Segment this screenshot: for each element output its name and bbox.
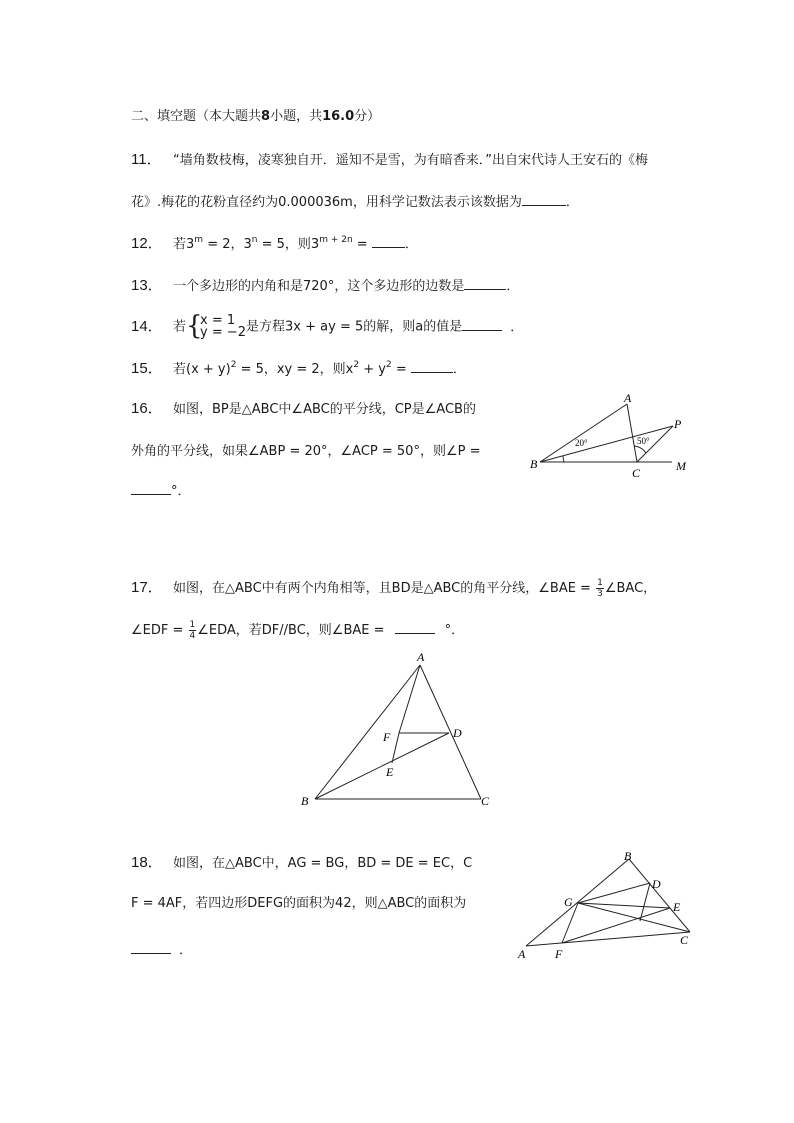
q17-text-c: ∠EDF = xyxy=(131,623,188,638)
question-text: F = 4AF，若四边形DEFG的面积为42，则△ABC的面积为 xyxy=(131,896,467,911)
question-18-line1 xyxy=(131,854,472,873)
question-18-line2 xyxy=(131,895,466,913)
brace-icon: { xyxy=(186,311,203,341)
question-15 xyxy=(131,359,466,379)
question-number: 12． xyxy=(131,235,163,252)
question-number: 17． xyxy=(131,579,163,596)
q15-text-c: + y xyxy=(359,362,386,377)
figure-17-triangle xyxy=(295,645,505,810)
label-A: A xyxy=(624,391,632,405)
equation-system xyxy=(186,311,247,341)
q17-text-d: ∠EDA，若DF//BC，则∠BAE = xyxy=(197,623,389,638)
q14-text-a: 若 xyxy=(173,319,187,335)
punctuation: °． xyxy=(171,484,191,499)
q17-text-b: ∠BAC， xyxy=(604,581,657,596)
punctuation: ． xyxy=(452,362,466,377)
total-points: 16.0 xyxy=(322,109,355,124)
punctuation: °． xyxy=(444,623,465,638)
question-text: “墙角数枝梅，凌寒独自开．遥知不是雪，为有暗香来．”出自宋代诗人王安石的《梅 xyxy=(173,153,648,168)
question-number: 13． xyxy=(131,277,163,294)
answer-blank[interactable] xyxy=(462,317,502,331)
label-D: D xyxy=(652,877,661,891)
label-B: B xyxy=(301,794,309,808)
question-text: 花》.梅花的花粉直径约为0.000036m，用科学记数法表示该数据为 xyxy=(131,195,522,210)
question-16-line2 xyxy=(131,443,480,461)
question-text: 如图，在△ABC中，AG = BG，BD = DE = EC，C xyxy=(173,856,473,871)
label-F: F xyxy=(555,947,563,961)
fraction-one-third: $\frac{1}{3}$ xyxy=(597,578,603,599)
q12-text-b: = 2，3 xyxy=(203,237,252,252)
punctuation: ． xyxy=(506,279,520,294)
q15-text-a: 若(x + y) xyxy=(173,362,231,377)
q12-text-d: = xyxy=(352,237,372,252)
label-M: M xyxy=(676,459,686,473)
question-number: 11． xyxy=(131,151,162,168)
label-C: C xyxy=(632,466,641,480)
question-number: 15． xyxy=(131,360,163,377)
answer-blank[interactable] xyxy=(411,359,453,373)
question-11-line1 xyxy=(131,151,648,170)
section-header xyxy=(131,108,380,126)
label-C: C xyxy=(481,794,490,808)
answer-blank[interactable] xyxy=(522,192,566,206)
punctuation: ． xyxy=(565,195,579,210)
label-B: B xyxy=(624,849,632,863)
section-title-c: 分） xyxy=(354,109,381,124)
label-D: D xyxy=(453,726,462,740)
label-B: B xyxy=(530,457,538,471)
question-text: 如图，BP是△ABC中∠ABC的平分线，CP是∠ACB的 xyxy=(173,402,476,417)
question-number: 18． xyxy=(131,854,163,871)
q15-exp-2: 2 xyxy=(353,360,360,370)
answer-blank[interactable] xyxy=(372,234,405,248)
q15-exp-1: 2 xyxy=(230,360,237,370)
q12-exp-m: m xyxy=(194,235,204,245)
question-number: 14． xyxy=(131,317,163,335)
q15-exp-3: 2 xyxy=(385,360,392,370)
system-row-2: y = −2 xyxy=(200,325,247,340)
label-E: E xyxy=(386,765,394,779)
question-number: 16． xyxy=(131,400,163,417)
question-12 xyxy=(131,234,418,254)
question-14 xyxy=(131,311,524,341)
label-E: E xyxy=(673,900,681,914)
question-17-line2 xyxy=(131,620,464,641)
q15-text-b: = 5，xy = 2，则x xyxy=(236,362,354,377)
answer-blank[interactable] xyxy=(131,940,171,954)
punctuation: ． xyxy=(404,237,418,252)
label-F: F xyxy=(383,730,391,744)
system-row-1: x = 1 xyxy=(200,313,236,328)
fraction-one-quarter: $\frac{1}{4}$ xyxy=(189,620,196,641)
question-16-line3 xyxy=(131,481,191,501)
question-17-line1 xyxy=(131,578,656,599)
figure-18-triangle xyxy=(512,846,702,962)
q17-text-a: 如图，在△ABC中有两个内角相等，且BD是△ABC的角平分线，∠BAE = xyxy=(173,581,596,596)
angle-label-20: 20° xyxy=(575,438,588,448)
section-title-b: 小题，共 xyxy=(270,109,323,124)
answer-blank[interactable] xyxy=(464,276,506,290)
q12-exp-m2n: m + 2n xyxy=(319,235,353,245)
q12-exp-n: n xyxy=(251,235,258,245)
angle-label-50: 50° xyxy=(637,436,650,446)
label-C: C xyxy=(680,933,689,947)
question-11-line2 xyxy=(131,192,579,212)
label-A: A xyxy=(417,650,425,664)
q14-text-b: 是方程3x + ay = 5的解，则a的值是 xyxy=(246,319,463,335)
question-13 xyxy=(131,276,519,296)
label-G: G xyxy=(564,895,573,909)
section-title-a: 二、填空题（本大题共 xyxy=(131,109,262,124)
q12-text-c: = 5，则3 xyxy=(257,237,320,252)
figure-16-triangle xyxy=(520,388,700,484)
punctuation: ． xyxy=(510,319,524,335)
answer-blank[interactable] xyxy=(395,620,435,634)
punctuation: ． xyxy=(179,943,193,958)
question-count: 8 xyxy=(261,109,271,124)
question-text: 外角的平分线，如果∠ABP = 20°，∠ACP = 50°，则∠P = xyxy=(131,444,481,459)
question-18-line3 xyxy=(131,940,192,960)
q12-text-a: 若3 xyxy=(173,237,195,252)
label-A: A xyxy=(518,947,526,961)
answer-blank[interactable] xyxy=(131,481,171,495)
label-P: P xyxy=(674,417,682,431)
question-16-line1 xyxy=(131,400,476,419)
question-text: 一个多边形的内角和是720°，这个多边形的边数是 xyxy=(173,279,465,294)
q15-text-d: = xyxy=(391,362,411,377)
